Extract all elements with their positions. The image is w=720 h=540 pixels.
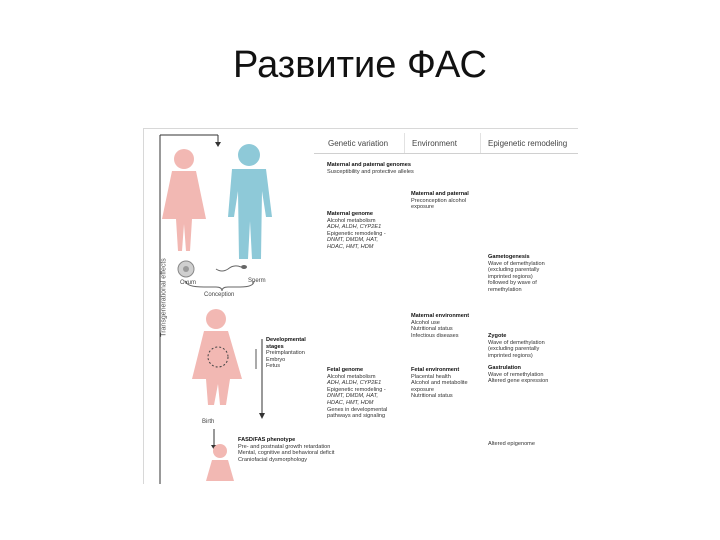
block-line: ADH, ALDH, CYP2E1 (327, 224, 382, 231)
genetic-block-parental (327, 162, 414, 175)
block-line: Genes in developmental (327, 406, 388, 413)
environment-block-parental (411, 191, 469, 211)
block-line: Nutritional status (411, 326, 453, 333)
conception-label: Conception (204, 292, 235, 298)
block-line: Altered gene expression (488, 378, 549, 385)
block-line: imprinted regions) (488, 273, 533, 280)
block-title: Maternal and paternal (411, 191, 469, 197)
block-title: Maternal genome (327, 211, 374, 217)
block-title: Fetal genome (327, 367, 364, 373)
man-icon (228, 144, 272, 259)
epigenetic-block-epigenome (488, 441, 535, 448)
block-line: Placental health (411, 373, 451, 380)
genetic-block-fetal (327, 367, 387, 420)
down-arrow-icon (259, 413, 265, 419)
epigenetic-block-zygote (488, 333, 545, 359)
column-divider (480, 133, 481, 153)
block-line: Alcohol metabolism (327, 373, 376, 380)
epigenetic-block-gametogenesis (488, 254, 545, 294)
block-title: Gastrulation (488, 365, 521, 371)
block-line: pathways and signaling (327, 413, 386, 420)
transgenerational-label: Transgenerational effects (160, 258, 168, 337)
block-line: ADH, ALDH, CYP2E1 (327, 380, 382, 387)
conception-brace (186, 281, 254, 291)
phenotype-item: Mental, cognitive and behavioral deficit (238, 450, 335, 457)
column-epigenetic-remodeling: Epigenetic remodeling (488, 139, 568, 148)
header-rule (314, 153, 578, 154)
pregnant-woman-icon (192, 309, 242, 405)
ovum-icon (178, 261, 194, 277)
phenotype-block (238, 437, 334, 463)
dev-stage-item: Embryo (266, 356, 286, 363)
block-line: Alcohol and metabolite (411, 380, 468, 387)
environment-block-maternal (411, 313, 469, 339)
phenotype-item: Pre- and postnatal growth retardation (238, 443, 331, 450)
block-line: Epigenetic remodeling - (327, 386, 386, 393)
block-line: HDAC, HMT, HDM (327, 399, 374, 406)
block-line: Infectious diseases (411, 332, 459, 339)
block-line: Preconception alcohol (411, 197, 467, 204)
child-icon (206, 444, 234, 481)
block-line: (excluding parentally (488, 267, 540, 274)
block-title: Maternal environment (411, 313, 470, 319)
left-illustration (144, 129, 314, 484)
block-title: Maternal and paternal genomes (327, 162, 411, 168)
environment-block-fetal (411, 367, 468, 400)
block-line: Nutritional status (411, 393, 453, 400)
block-title: Zygote (488, 333, 507, 339)
block-line: Epigenetic remodeling - (327, 230, 386, 237)
block-line: (excluding parentally (488, 346, 540, 353)
block-title: Fetal environment (411, 367, 460, 373)
block-line: Wave of demethylation (488, 260, 545, 267)
ovum-label: Ovum (180, 280, 197, 286)
block-line: followed by wave of (488, 280, 537, 287)
block-line: DNMT, DMDM, HAT, (327, 237, 379, 244)
column-genetic-variation: Genetic variation (328, 139, 389, 148)
phenotype-item: Craniofacial dysmorphology (238, 456, 308, 463)
developmental-stages-block (266, 337, 312, 370)
block-line: Alcohol metabolism (327, 217, 376, 224)
slide-title: Развитие ФАС (233, 44, 487, 86)
block-line: DNMT, DMDM, HAT, (327, 393, 379, 400)
down-arrow-icon (215, 142, 221, 147)
block-line: exposure (411, 386, 435, 393)
block-line: Alcohol use (411, 319, 440, 326)
block-line: Wave of demethylation (488, 339, 545, 346)
genetic-block-maternal (327, 211, 386, 251)
block-line: imprinted regions) (488, 352, 533, 359)
block-line: exposure (411, 204, 435, 211)
sperm-icon (216, 265, 247, 271)
column-environment: Environment (412, 139, 457, 148)
block-line: remethylation (488, 286, 522, 293)
fas-diagram (143, 128, 578, 484)
block-title: Gametogenesis (488, 254, 530, 260)
block-line: HDAC, HMT, HDM (327, 243, 374, 250)
block-line: Wave of remethylation (488, 371, 544, 378)
epigenetic-block-gastrulation (488, 365, 548, 385)
woman-icon (162, 149, 206, 251)
developmental-stages-title: Developmental stages (266, 337, 306, 350)
phenotype-title: FASD/FAS phenotype (238, 437, 296, 443)
block-line: Altered epigenome (488, 441, 535, 447)
column-divider (404, 133, 405, 153)
birth-label: Birth (202, 419, 215, 425)
dev-stage-item: Fetus (266, 363, 280, 370)
sperm-label: Sperm (248, 278, 266, 284)
dev-stage-item: Preimplantation (266, 350, 305, 357)
block-line: Susceptibility and protective alleles (327, 168, 414, 175)
